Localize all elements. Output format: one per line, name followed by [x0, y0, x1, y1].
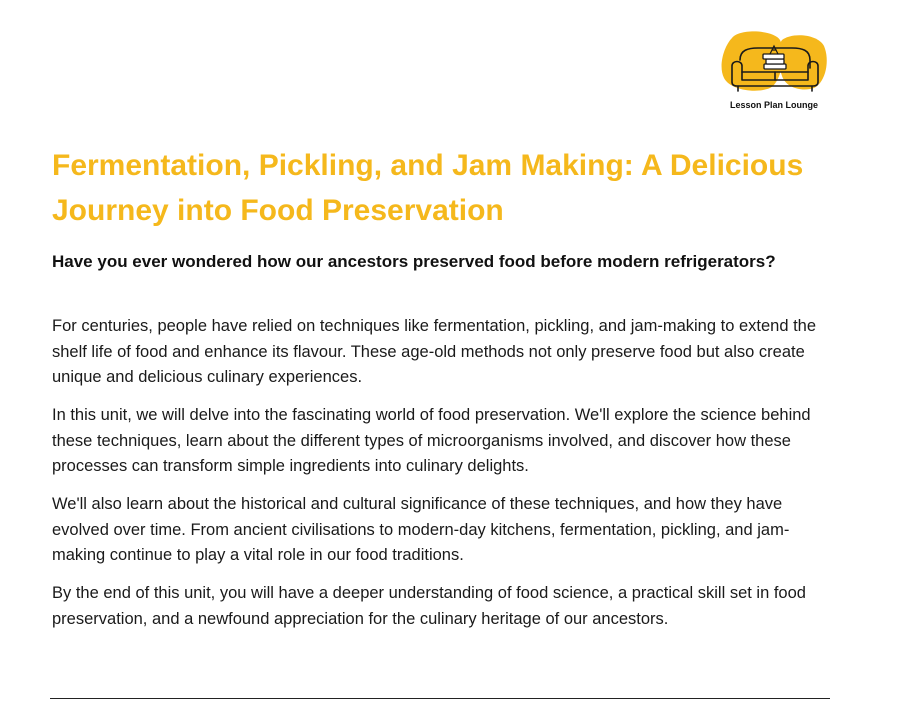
- body-paragraph: In this unit, we will delve into the fascinating world of food preservation. We'll explore the science behind these techniques, learn about the different types of microorganisms involved, and discover how these processes can transform simple ingredients into culinary delights.: [52, 406, 811, 475]
- body-paragraph: We'll also learn about the historical and cultural significance of these techniques, and how they have evolved over time. From ancient civilisations to modern-day kitchens, fermentation, pickling, and jam-making continue to play a vital role in our food traditions.: [52, 495, 790, 564]
- page-title: Fermentation, Pickling, and Jam Making: A Delicious Journey into Food Preservation: [52, 149, 804, 227]
- sofa-with-books-icon: [718, 30, 830, 96]
- brand-logo: [718, 30, 830, 116]
- logo-text: Lesson Plan Lounge: [729, 100, 818, 110]
- footer-divider: [50, 698, 830, 699]
- lead-question: Have you ever wondered how our ancestors preserved food before modern refrigerators?: [52, 252, 776, 271]
- body-paragraph: By the end of this unit, you will have a deeper understanding of food science, a practical skill set in food preservation, and a newfound appreciation for the culinary heritage of our ancestors.: [52, 584, 806, 628]
- body-paragraph: For centuries, people have relied on techniques like fermentation, pickling, and jam-making to extend the shelf life of food and enhance its flavour. These age-old methods not only preserve food but also create unique and delicious culinary experiences.: [52, 317, 817, 386]
